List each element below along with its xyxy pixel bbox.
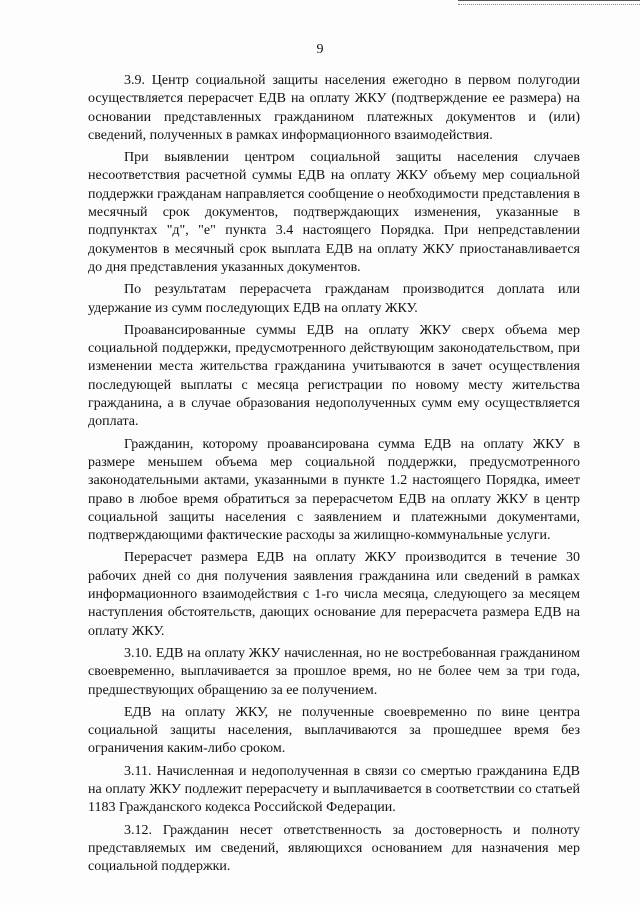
paragraph-advance-sums: Проавансированные суммы ЕДВ на оплату ЖКУ сверх объема мер социальной поддержки, предусмотренного действующим законодательством, при изменении места жительства гражданина учитываются в зачет осуществления последующей выплаты с месяца регистрации по новому месту жительства гражданина, а в случае образования недополученных сумм ему осуществляется доплата. — [88, 322, 580, 430]
paragraph-3-11: 3.11. Начисленная и недополученная в связи со смертью гражданина ЕДВ на оплату ЖКУ подлежит перерасчету и выплачивается в соответствии со статьей 1183 Гражданского кодекса Российской Федерации. — [88, 763, 580, 816]
page-number: 9 — [316, 42, 324, 57]
paragraph-recalculation-term: Перерасчет размера ЕДВ на оплату ЖКУ производится в течение 30 рабочих дней со дня получения заявления гражданина или сведений в рамках информационного взаимодействия с 1-го числа месяца, следующего за месяцем наступления обстоятельств, дающих основание для перерасчета размера ЕДВ на оплату ЖКУ. — [88, 550, 580, 639]
paragraph-unpaid-fault: ЕДВ на оплату ЖКУ, не полученные своевременно по вине центра социальной защиты населения, выплачиваются за прошедшее время без ограничения каким-либо сроком. — [88, 704, 580, 757]
paragraph-3-9: 3.9. Центр социальной защиты населения ежегодно в первом полугодии осуществляется перерасчет ЕДВ на оплату ЖКУ (подтверждение ее размера) на основании представленных гражданином платежных документов и (или) сведений, полученных в рамках информационного взаимодействия. — [88, 73, 580, 143]
paragraph-3-12: 3.12. Гражданин несет ответственность за достоверность и полноту представляемых им сведений, являющихся основанием для назначения мер социальной поддержки. — [88, 822, 580, 875]
paragraph-3-10: 3.10. ЕДВ на оплату ЖКУ начисленная, но не востребованная гражданином своевременно, выплачивается за прошлое время, но не более чем за три года, предшествующих обращению за ее получением. — [88, 645, 580, 698]
document-body — [88, 72, 580, 880]
paragraph-discrepancy-notice: При выявлении центром социальной защиты населения случаев несоответствия расчетной суммы ЕДВ на оплату ЖКУ объему мер социальной поддержки гражданам направляется сообщение о необходимости представления в месячный срок документов, подтверждающих изменения, указанные в подпунктах "д", "е" пункта 3.4 настоящего Порядка. При непредставлении документов в месячный срок выплата ЕДВ на оплату ЖКУ приостанавливается до дня представления указанных документов. — [88, 150, 580, 275]
scan-edge-mark — [458, 0, 640, 5]
paragraph-citizen-right: Гражданин, которому проавансирована сумма ЕДВ на оплату ЖКУ в размере меньшем объема мер социальной поддержки, предусмотренного законодательными актами, указанными в пункте 1.2 настоящего Порядка, имеет право в любое время обратиться за перерасчетом ЕДВ на оплату ЖКУ в центр социальной защиты населения с заявлением и платежными документами, подтверждающими фактические расходы за жилищно-коммунальные услуги. — [88, 436, 580, 544]
paragraph-recalculation-result: По результатам перерасчета гражданам производится доплата или удержание из сумм последующих ЕДВ на оплату ЖКУ. — [88, 282, 580, 316]
